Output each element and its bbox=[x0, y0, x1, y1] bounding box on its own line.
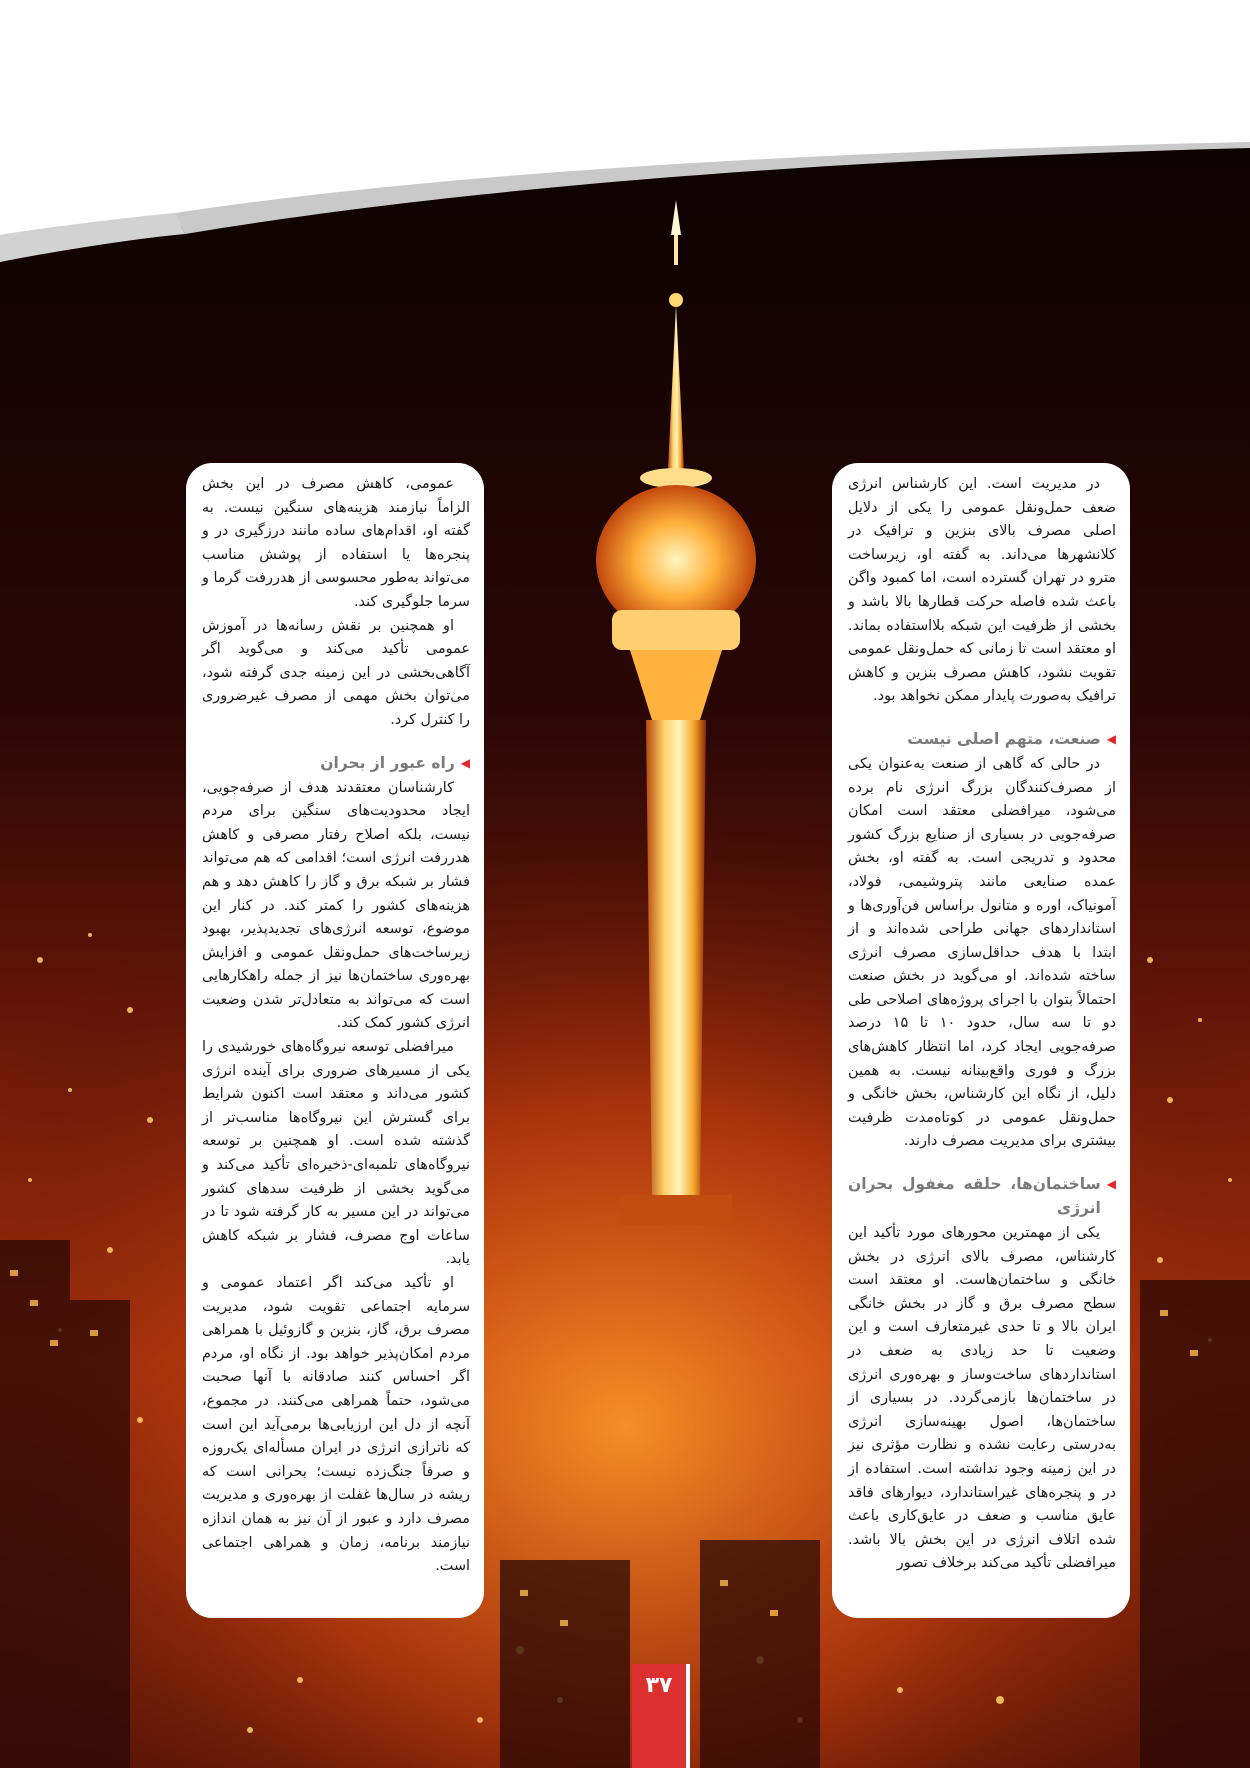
paragraph: یکی از مهمترین محورهای مورد تأکید این کارشناس، مصرف بالای انرژی در بخش خانگی و ساختمان‌هاست. او معتقد است سطح مصرف برق و گاز در بخش خانگی ایران بالا و تا حدی غیرمتعارف است و این وضعیت تا حد زیادی به ضعف در استانداردهای ساخت‌وساز و بهره‌وری انرژی در ساختمان‌ها بازمی‌گردد. در بسیاری از ساختمان‌ها، اصول بهینه‌سازی انرژی به‌درستی رعایت نشده و نظارت مؤثری نیز در این زمینه وجود نداشته است. استفاده از در و پنجره‌های غیراستاندارد، دیوارهای فاقد عایق مناسب و ضعف در عایق‌کاری باعث شده اتلاف انرژی در این بخش بالا باشد. میرافضلی تأکید می‌کند برخلاف تصور bbox=[848, 1225, 1116, 1572]
triangle-marker-icon: ◀ bbox=[460, 755, 470, 770]
paragraph: در مدیریت است. این کارشناس انرژی ضعف حمل‌ونقل عمومی را یکی از دلایل اصلی مصرف بالای بنزین و ترافیک در کلانشهرها می‌داند. به گفته او، زیرساخت مترو در تهران گسترده است، اما کمبود واگن باعث شده فاصله حرکت قطارها بالا باشد و بخشی از ظرفیت این شبکه بلااستفاده بماند. او معتقد است تا زمانی که حمل‌ونقل عمومی تقویت نشود، کاهش مصرف بنزین و کاهش ترافیک به‌صورت پایدار ممکن نخواهد بود. bbox=[848, 476, 1116, 705]
section-heading bbox=[202, 751, 470, 775]
paragraph: کارشناسان معتقدند هدف از صرفه‌جویی، ایجاد محدودیت‌های سنگین برای مردم نیست، بلکه اصلاح رفتار مصرفی و کاهش هدررفت انرژی است؛ اقدامی که هم می‌تواند فشار بر شبکه برق و گاز را کاهش دهد و هم هزینه‌های کشور را کمتر کند. در کنار این موضوع، توسعه انرژی‌های تجدیدپذیر، بهبود زیرساخت‌های حمل‌ونقل عمومی و افزایش بهره‌وری ساختمان‌ها نیز از جمله راهکارهایی است که می‌تواند به متعادل‌تر شدن وضعیت انرژی کشور کمک کند. bbox=[202, 779, 470, 1032]
section-heading bbox=[848, 1172, 1116, 1220]
paragraph: او همچنین بر نقش رسانه‌ها در آموزش عمومی تأکید می‌کند و می‌گوید اگر آگاهی‌بخشی در این زمینه جدی گرفته شود، می‌توان بخش مهمی از مصرف غیرضروری را کنترل کرد. bbox=[202, 617, 470, 728]
paragraph: او تأکید می‌کند اگر اعتماد عمومی و سرمایه اجتماعی تقویت شود، مدیریت مصرف برق، گاز، بنزین و گازوئیل با همراهی مردم امکان‌پذیر خواهد بود. از نگاه او، مردم اگر احساس کنند صادقانه با آنها صحبت می‌شود، حتماً همراهی می‌کنند. در مجموع، آنچه از دل این ارزیابی‌ها برمی‌آید این است که ناترازی انرژی در ایران مسأله‌ای یک‌روزه و صرفاً جنگ‌زده نیست؛ بحرانی است که ریشه در سال‌ها غفلت از بهره‌وری و مدیریت مصرف دارد و عبور از آن نیز به همان اندازه نیازمند برنامه، زمان و همراهی اجتماعی است. bbox=[202, 1275, 470, 1575]
triangle-marker-icon: ◀ bbox=[1106, 1177, 1116, 1192]
section-heading-text: ساختمان‌ها، حلقه مغفول بحران انرژی bbox=[848, 1175, 1101, 1218]
triangle-marker-icon: ◀ bbox=[1106, 731, 1116, 746]
paragraph: میرافضلی توسعه نیروگاه‌های خورشیدی را یکی از مسیرهای ضروری برای آینده انرژی کشور می‌داند و معتقد است اکنون شرایط برای گسترش این نیروگاه‌ها مناسب‌تر از گذشته شده است. او همچنین بر توسعه نیروگاه‌های تلمبه‌ای-ذخیره‌ای تأکید می‌کند و می‌گوید بخشی از ظرفیت سدهای کشور می‌تواند در این مسیر به کار گرفته شود تا در ساعات اوج مصرف، فشار بر شبکه کاهش یابد. bbox=[202, 1039, 470, 1268]
page-number: ۳۷ bbox=[632, 1664, 690, 1768]
section-heading-text: راه عبور از بحران bbox=[320, 753, 455, 772]
paragraph: در حالی که گاهی از صنعت به‌عنوان یکی از مصرف‌کنندگان بزرگ انرژی نام برده می‌شود، میرافضلی معتقد است امکان صرفه‌جویی در بسیاری از صنایع بزرگ کشور محدود و تدریجی است. به گفته او، بخش عمده صنایعی مانند پتروشیمی، فولاد، آمونیاک، اوره و متانول براساس فن‌آوری‌ها و استانداردهای جهانی طراحی شده‌اند و از ابتدا با هدف حداقل‌سازی مصرف انرژی ساخته شده‌اند. او می‌گوید در بخش صنعت احتمالاً بتوان با اجرای پروژه‌های اصلاحی طی دو تا سه سال، حدود ۱۰ تا ۱۵ درصد صرفه‌جویی ایجاد کرد، اما انتظار کاهش‌های بزرگ و فوری واقع‌بینانه نیست. به همین دلیل، از نگاه این کارشناس، بخش خانگی و حمل‌ونقل عمومی در کوتاه‌مدت ظرفیت بیشتری برای مدیریت مصرف دارند. bbox=[848, 755, 1116, 1150]
paragraph: عمومی، کاهش مصرف در این بخش الزاماً نیازمند هزینه‌های سنگین نیست. به گفته او، اقدام‌های ساده مانند درزگیری در و پنجره‌ها یا استفاده از پوشش مناسب می‌تواند به‌طور محسوسی از هدررفت گرما و سرما جلوگیری کند. bbox=[202, 476, 470, 610]
article-column-right bbox=[832, 463, 1130, 1618]
section-heading bbox=[848, 727, 1116, 751]
article-column-left bbox=[186, 463, 484, 1618]
section-heading-text: صنعت، متهم اصلی نیست bbox=[907, 729, 1101, 748]
